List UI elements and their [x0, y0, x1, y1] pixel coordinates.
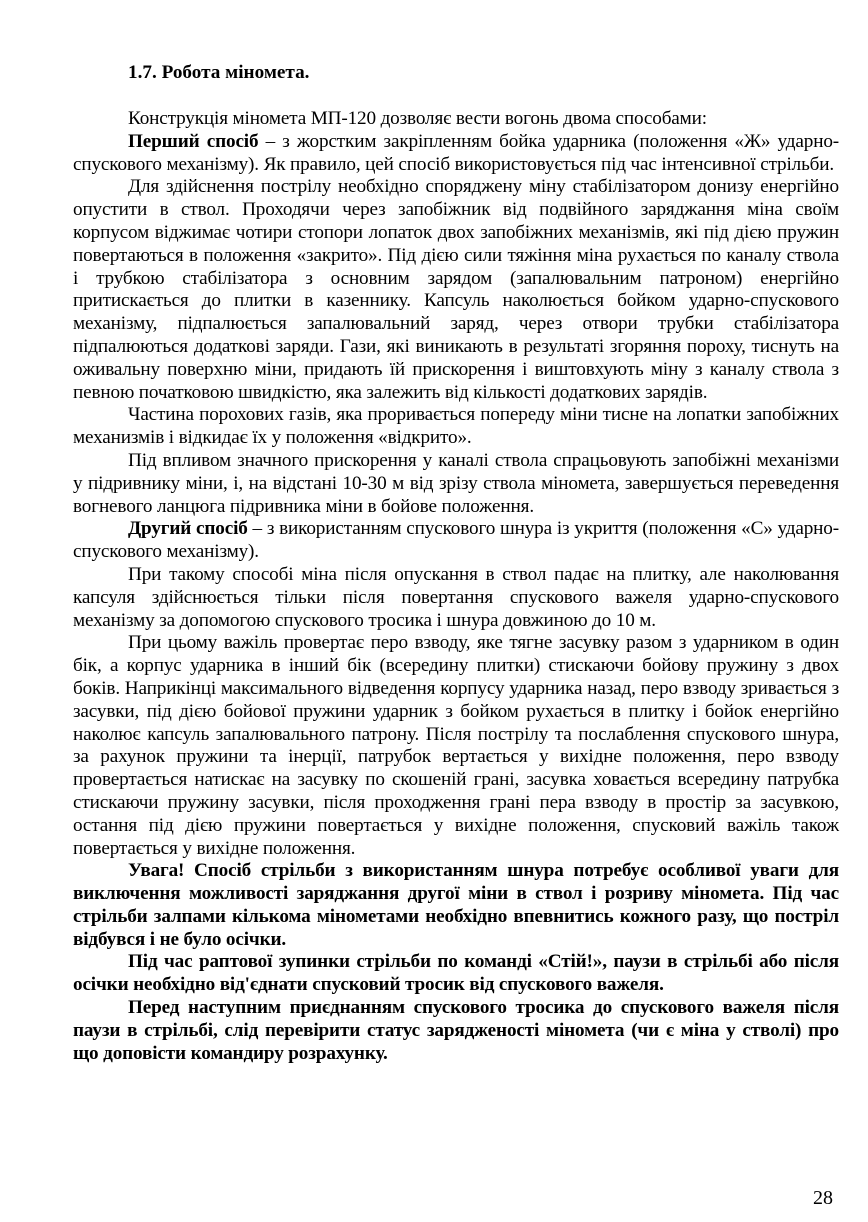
first-method-text: – з жорстким закріпленням бойка ударника (положення «Ж» ударно-спускового механізму). Як правило, цей спосіб використовується під час інтенсивної стрільби. [73, 130, 839, 175]
paragraph-second-method [73, 518, 839, 564]
paragraph-lever-mechanism: При цьому важіль провертає перо взводу, яке тягне засувку разом з ударником в один бік, а корпус ударника в інший бік (всередину плитки) стискаючи бойову пружину з двох боків. Наприкінці максимального відведення корпусу ударника назад, перо взводу зривається з засувки, під дією бойової пружини ударник з бойком рухається в плитку і бойок енергійно наколює капсуль запалювального патрону. Після пострілу та послаблення спускового шнура, за рахунок пружини та інерції, патрубок вертається у вихідне положення, перо взводу провертається натискає на засувку по скошеній грані, засувка ховається всередину патрубка стискаючи пружину засувки, після проходження грані пера взводу в простір за засувкою, остання під дією пружини повертається у вихідне положення, спусковий важіль також повертається у вихідне положення. [73, 632, 839, 859]
paragraph-reconnect: Перед наступним приєднанням спускового тросика до спускового важеля після паузи в стрільбі, слід перевірити статус зарядженості міномета (чи є міна у стволі) про що доповісти командиру розрахунку. [73, 997, 839, 1064]
paragraph-acceleration: Під впливом значного прискорення у каналі ствола спрацьовують запобіжні механізми у підривнику міни, і, на відстані 10-30 м від зрізу ствола міномета, завершується переведення вогневого ланцюга підривника міни в бойове положення. [73, 449, 839, 517]
paragraph-cord-method: При такому способі міна після опускання в ствол падає на плитку, але наколювання капсуля здійснюється тільки після повертання спускового важеля ударно-спускового механізму за допомогою спускового тросика і шнура довжиною до 10 м. [73, 563, 839, 631]
body-text [73, 108, 839, 1065]
second-method-text: – з використанням спускового шнура із укриття (положення «С» ударно-спускового механізму). [73, 518, 839, 563]
first-method-lead: Перший спосіб [128, 130, 259, 152]
paragraph-intro: Конструкція міномета МП-120 дозволяє вести вогонь двома способами: [128, 108, 707, 129]
second-method-lead: Другий спосіб [128, 518, 248, 540]
paragraph-stop-command: Під час раптової зупинки стрільби по команді «Стій!», паузи в стрільбі або після осічки необхідно від'єднати спусковий тросик від спускового важеля. [73, 951, 839, 996]
paragraph-powder-gases: Частина порохових газів, яка проривається попереду міни тисне на лопатки запобіжних механизмів і відкидає їх у положення «відкрито». [73, 404, 839, 449]
paragraph-firing-process: Для здійснення пострілу необхідно споряджену міну стабілізатором донизу енергійно опустити в ствол. Проходячи через запобіжник від подвійного заряджання міна своїм корпусом віджимає чотири стопори лопаток двох запобіжних механізмів, які під дією пружин повертаються в положення «закрито». Під дією сили тяжіння міна рухається по каналу ствола і трубкою стабілізатора з основним зарядом (запалювальним патроном) енергійно притискається до плитки в казеннику. Капсуль наколюється бойком ударно-спускового механізму, підпалюється запалювальний заряд, через отвори трубки стабілізатора підпалюються додаткові заряди. Гази, які виникають в результаті згоряння пороху, тиснуть на оживальну поверхню міни, придають їй прискорення і виштовхують міну з каналу ствола з певною початковою швидкістю, яка залежить від кількості додаткових зарядів. [73, 176, 839, 403]
paragraph-warning: Увага! Спосіб стрільби з використанням шнура потребує особливої уваги для виключення можливості заряджання другої міни в ствол і розриву міномета. Під час стрільби залпами кількома мінометами необхідно впевнитись кожного разу, що постріл відбувся і не було осічки. [73, 860, 839, 950]
page-number: 28 [813, 1187, 833, 1209]
paragraph-first-method [73, 131, 839, 177]
section-heading: 1.7. Робота міномета. [128, 62, 310, 83]
